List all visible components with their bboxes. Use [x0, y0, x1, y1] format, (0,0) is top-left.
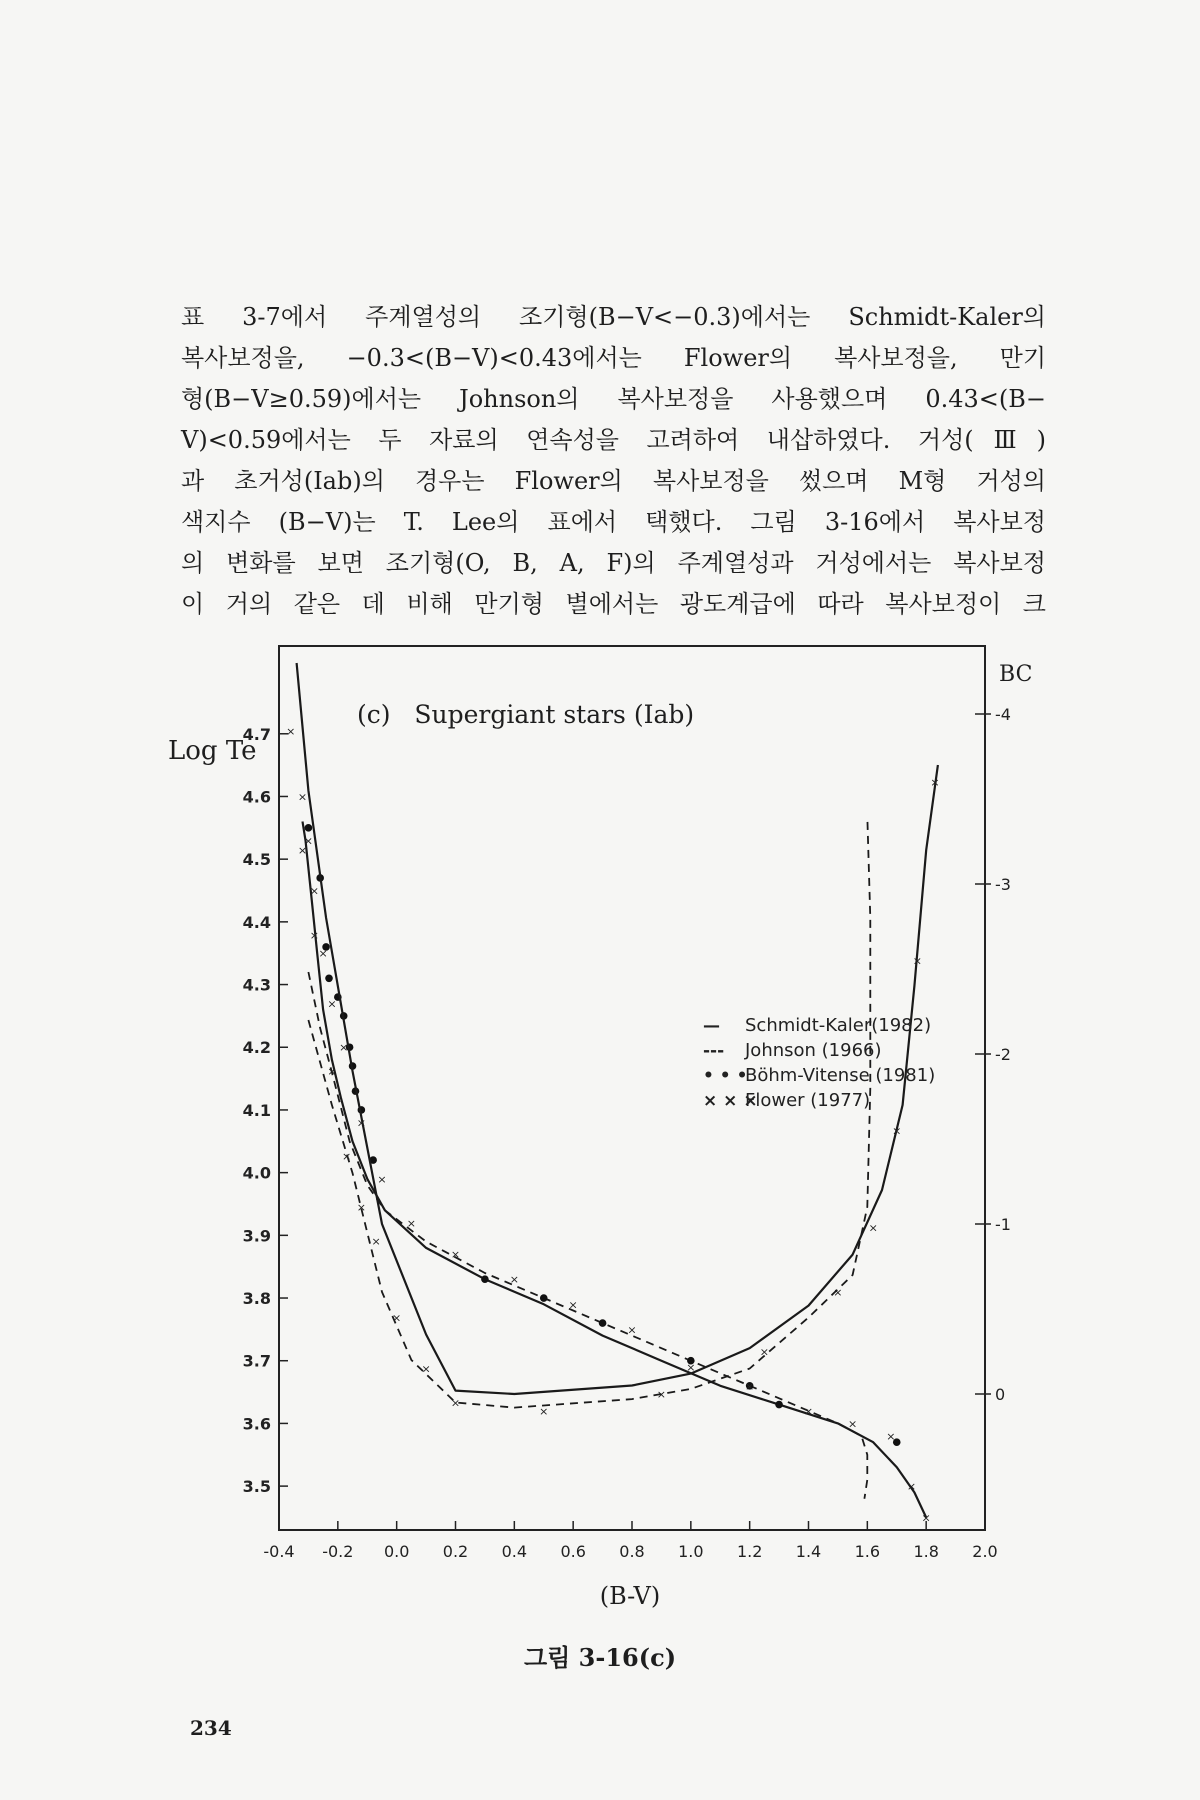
- paragraph-line: 표 3-7에서 주계열성의 조기형(B−V<−0.3)에서는 Schmidt-Kaler의: [181, 303, 1046, 331]
- x-tick-label: 0.4: [501, 1542, 528, 1561]
- legend-label: Flower (1977): [745, 1090, 871, 1111]
- flower-logte-point: ×: [686, 1360, 696, 1374]
- b-hm-vitense-logte-point: [481, 1275, 489, 1283]
- flower-bc-point: ×: [868, 1221, 878, 1235]
- flower-bc-point: ×: [656, 1388, 667, 1401]
- flower-logte-point: ×: [318, 947, 328, 961]
- flower-bc-point: ×: [327, 1065, 337, 1078]
- y-tick-label: 4.3: [242, 975, 271, 995]
- x-axis-label: (B-V): [599, 1582, 661, 1610]
- y-tick-label: 3.6: [242, 1414, 271, 1434]
- paragraph-line: 과 초거성(Iab)의 경우는 Flower의 복사보정을 썼으며 M형 거성의: [181, 467, 1046, 495]
- flower-logte-point: ×: [627, 1323, 637, 1337]
- flower-bc-point: ×: [759, 1345, 769, 1359]
- figure-caption: 그림 3-16(c): [523, 1643, 677, 1672]
- x-tick-label: 0.2: [442, 1542, 469, 1561]
- y-tick-label: 4.0: [242, 1163, 271, 1183]
- y2-tick-label: -4: [995, 705, 1011, 724]
- b-hm-vitense-logte-point: [325, 974, 333, 982]
- y-tick-label: 3.7: [242, 1351, 271, 1371]
- flower-logte-point: ×: [303, 834, 314, 848]
- paragraph-line: 형(B−V≥0.59)에서는 Johnson의 복사보정을 사용했으며 0.43<(B−: [181, 385, 1046, 413]
- x-tick-label: -0.2: [322, 1542, 354, 1561]
- flower-bc-point: ×: [912, 954, 922, 968]
- paragraph-line: 색지수 (B−V)는 T. Lee의 표에서 택했다. 그림 3-16에서 복사보정: [181, 508, 1046, 536]
- x-tick-label: 1.8: [913, 1542, 939, 1561]
- chart-title: (c) Supergiant stars (Iab): [357, 700, 695, 729]
- paragraph-line: 복사보정을, −0.3<(B−V)<0.43에서는 Flower의 복사보정을, 만기: [181, 344, 1046, 372]
- y-tick-label: 3.8: [242, 1289, 271, 1309]
- flower-bc-point: ×: [286, 725, 296, 738]
- y-tick-label: 4.1: [242, 1100, 271, 1120]
- y-tick-label: 4.7: [242, 724, 271, 744]
- legend-marker: ---: [703, 1041, 725, 1061]
- flower-logte-point: ×: [309, 884, 319, 898]
- x-tick-label: 1.4: [795, 1542, 822, 1561]
- flower-logte-point: ×: [906, 1480, 917, 1494]
- b-hm-vitense-logte-point: [599, 1319, 607, 1327]
- legend-label: Böhm-Vitense (1981): [745, 1065, 936, 1086]
- x-tick-label: 1.2: [736, 1542, 763, 1561]
- y-tick-label: 3.9: [242, 1226, 271, 1246]
- y-axis-label: Log Te: [168, 736, 257, 766]
- b-hm-vitense-logte-point: [775, 1401, 783, 1409]
- flower-logte-point: ×: [509, 1273, 519, 1287]
- flower-logte-point: ×: [568, 1298, 578, 1312]
- paragraph-line: 의 변화를 보면 조기형(O, B, A, F)의 주계열성과 거성에서는 복사보정: [181, 549, 1046, 577]
- y-tick-label: 4.6: [242, 787, 271, 807]
- page-number: 234: [190, 1716, 232, 1740]
- flower-bc-point: ×: [833, 1286, 843, 1299]
- x-tick-label: 1.0: [678, 1542, 704, 1561]
- paragraph-line: V)<0.59에서는 두 자료의 연속성을 고려하여 내삽하였다. 거성(Ⅲ): [181, 426, 1046, 454]
- paragraph-line: 이 거의 같은 데 비해 만기형 별에서는 광도계급에 따라 복사보정이 크: [181, 590, 1046, 618]
- flower-logte-point: ×: [848, 1417, 858, 1431]
- flower-bc-point: ×: [450, 1396, 461, 1410]
- flower-logte-point: ×: [886, 1429, 896, 1443]
- flower-bc-point: ×: [421, 1362, 431, 1376]
- legend-marker: —: [703, 1016, 720, 1036]
- flower-logte-point: ×: [921, 1511, 931, 1525]
- x-tick-label: 0.8: [619, 1542, 645, 1561]
- x-tick-label: 2.0: [972, 1542, 998, 1561]
- legend-marker: • • •: [703, 1066, 748, 1086]
- y-tick-label: 4.5: [242, 850, 271, 870]
- flower-logte-point: ×: [377, 1172, 387, 1186]
- flower-bc-point: ×: [371, 1235, 381, 1248]
- flower-logte-point: ×: [406, 1216, 416, 1230]
- x-tick-label: -0.4: [263, 1542, 295, 1561]
- flower-bc-point: ×: [297, 844, 308, 857]
- flower-logte-point: ×: [450, 1248, 461, 1262]
- flower-bc-point: ×: [342, 1150, 352, 1163]
- schmidt-kaler-logte-line: [303, 822, 927, 1518]
- y2-tick-label: -3: [995, 875, 1011, 894]
- legend-label: Johnson (1966): [745, 1040, 882, 1061]
- flower-bc-point: ×: [930, 776, 940, 789]
- x-tick-label: 1.6: [854, 1542, 881, 1561]
- y-tick-label: 3.5: [242, 1477, 271, 1497]
- flower-logte-point: ×: [327, 997, 337, 1011]
- y2-tick-label: -2: [995, 1045, 1011, 1064]
- legend-label: Schmidt-Kaler(1982): [745, 1015, 932, 1036]
- flower-bc-point: ×: [309, 929, 319, 942]
- flower-bc-point: ×: [392, 1311, 402, 1325]
- y-tick-label: 4.4: [242, 912, 271, 932]
- x-tick-label: 0.0: [383, 1542, 410, 1561]
- x-tick-label: 0.6: [560, 1542, 586, 1561]
- flower-bc-point: ×: [892, 1124, 902, 1138]
- flower-bc-point: ×: [539, 1405, 549, 1418]
- y-tick-label: 4.2: [242, 1038, 271, 1058]
- b-hm-vitense-logte-point: [305, 824, 313, 832]
- flower-logte-point: ×: [803, 1404, 814, 1418]
- legend-marker: × × ×: [703, 1091, 758, 1111]
- flower-bc-point: ×: [356, 1201, 366, 1214]
- flower-logte-point: ×: [356, 1116, 366, 1130]
- plot-frame: [279, 646, 985, 1530]
- y2-tick-label: -1: [995, 1215, 1011, 1234]
- y2-axis-label: BC: [999, 662, 1033, 687]
- flower-logte-point: ×: [339, 1041, 349, 1055]
- y2-tick-label: 0: [995, 1385, 1006, 1404]
- flower-logte-point: ×: [297, 790, 308, 804]
- b-hm-vitense-logte-point: [540, 1294, 548, 1302]
- flower-logte-point: ×: [745, 1379, 755, 1393]
